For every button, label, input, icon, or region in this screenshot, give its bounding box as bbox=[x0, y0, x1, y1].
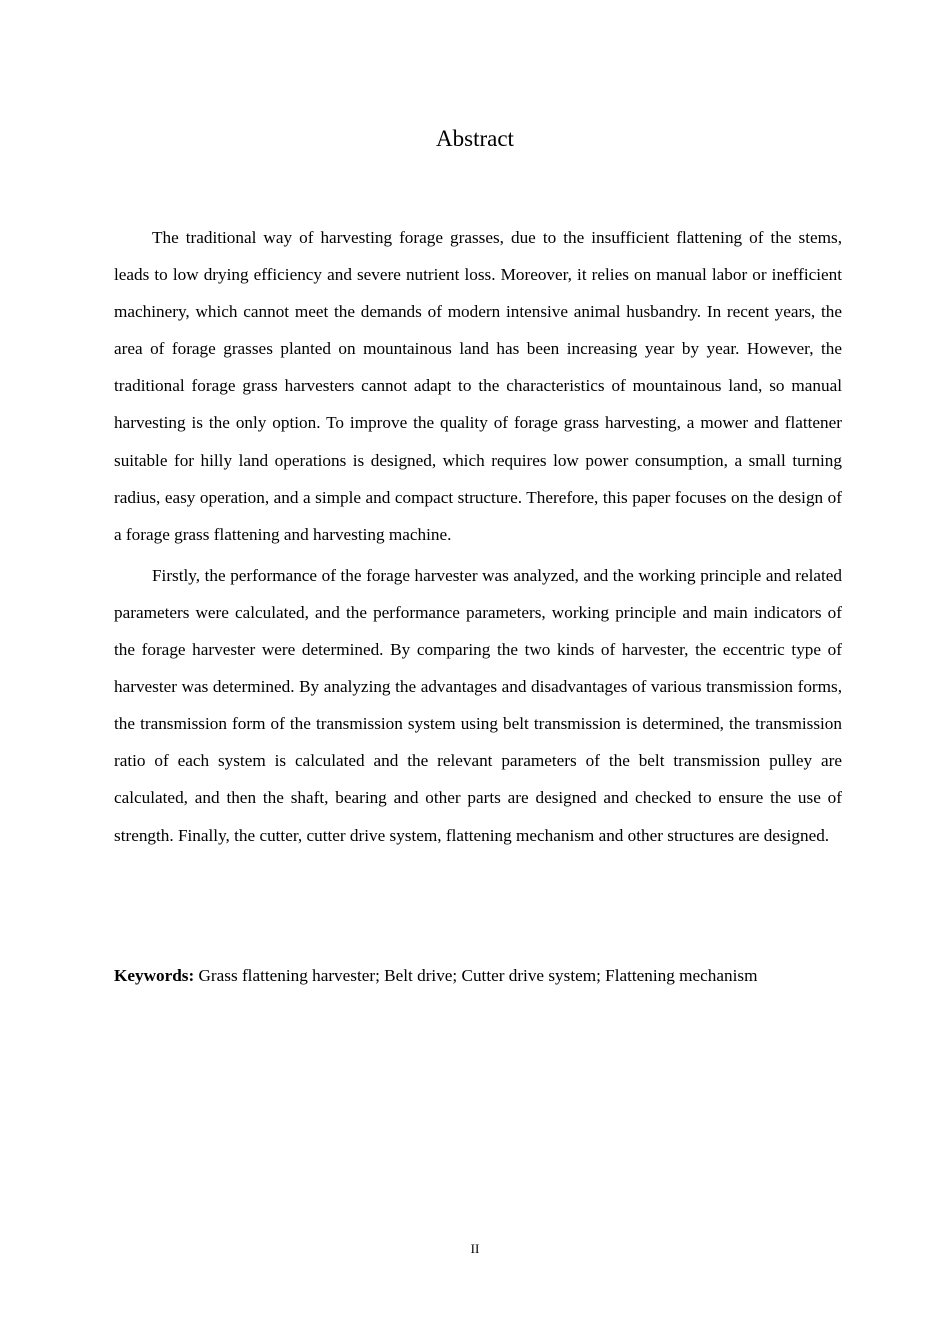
abstract-paragraph-1: The traditional way of harvesting forage grasses, due to the insufficient flattening of the stems, leads to low drying efficiency and severe nutrient loss. Moreover, it relies on manual labor or inefficient machinery, which cannot meet the demands of modern intensive animal husbandry. In recent years, the area of forage grasses planted on mountainous land has been increasing year by year. However, the traditional forage grass harvesters cannot adapt to the characteristics of mountainous land, so manual harvesting is the only option. To improve the quality of forage grass harvesting, a mower and flattener suitable for hilly land operations is designed, which requires low power consumption, a small turning radius, easy operation, and a simple and compact structure. Therefore, this paper focuses on the design of a forage grass flattening and harvesting machine. bbox=[114, 228, 842, 544]
keywords-line bbox=[114, 958, 842, 994]
page-title: Abstract bbox=[436, 126, 514, 151]
abstract-paragraph-2: Firstly, the performance of the forage harvester was analyzed, and the working principle and related parameters were calculated, and the performance parameters, working principle and main indicators of the forage harvester were determined. By comparing the two kinds of harvester, the eccentric type of harvester was determined. By analyzing the advantages and disadvantages of various transmission forms, the transmission form of the transmission system using belt transmission is determined, the transmission ratio of each system is calculated and the relevant parameters of the belt transmission pulley are calculated, and then the shaft, bearing and other parts are designed and checked to ensure the use of strength. Finally, the cutter, cutter drive system, flattening mechanism and other structures are designed. bbox=[114, 565, 842, 845]
abstract-body bbox=[114, 219, 842, 858]
page-number: II bbox=[470, 1241, 480, 1256]
keywords-label: Keywords: bbox=[114, 966, 195, 985]
keywords-text: Grass flattening harvester; Belt drive; Cutter drive system; Flattening mechanism bbox=[198, 966, 758, 985]
